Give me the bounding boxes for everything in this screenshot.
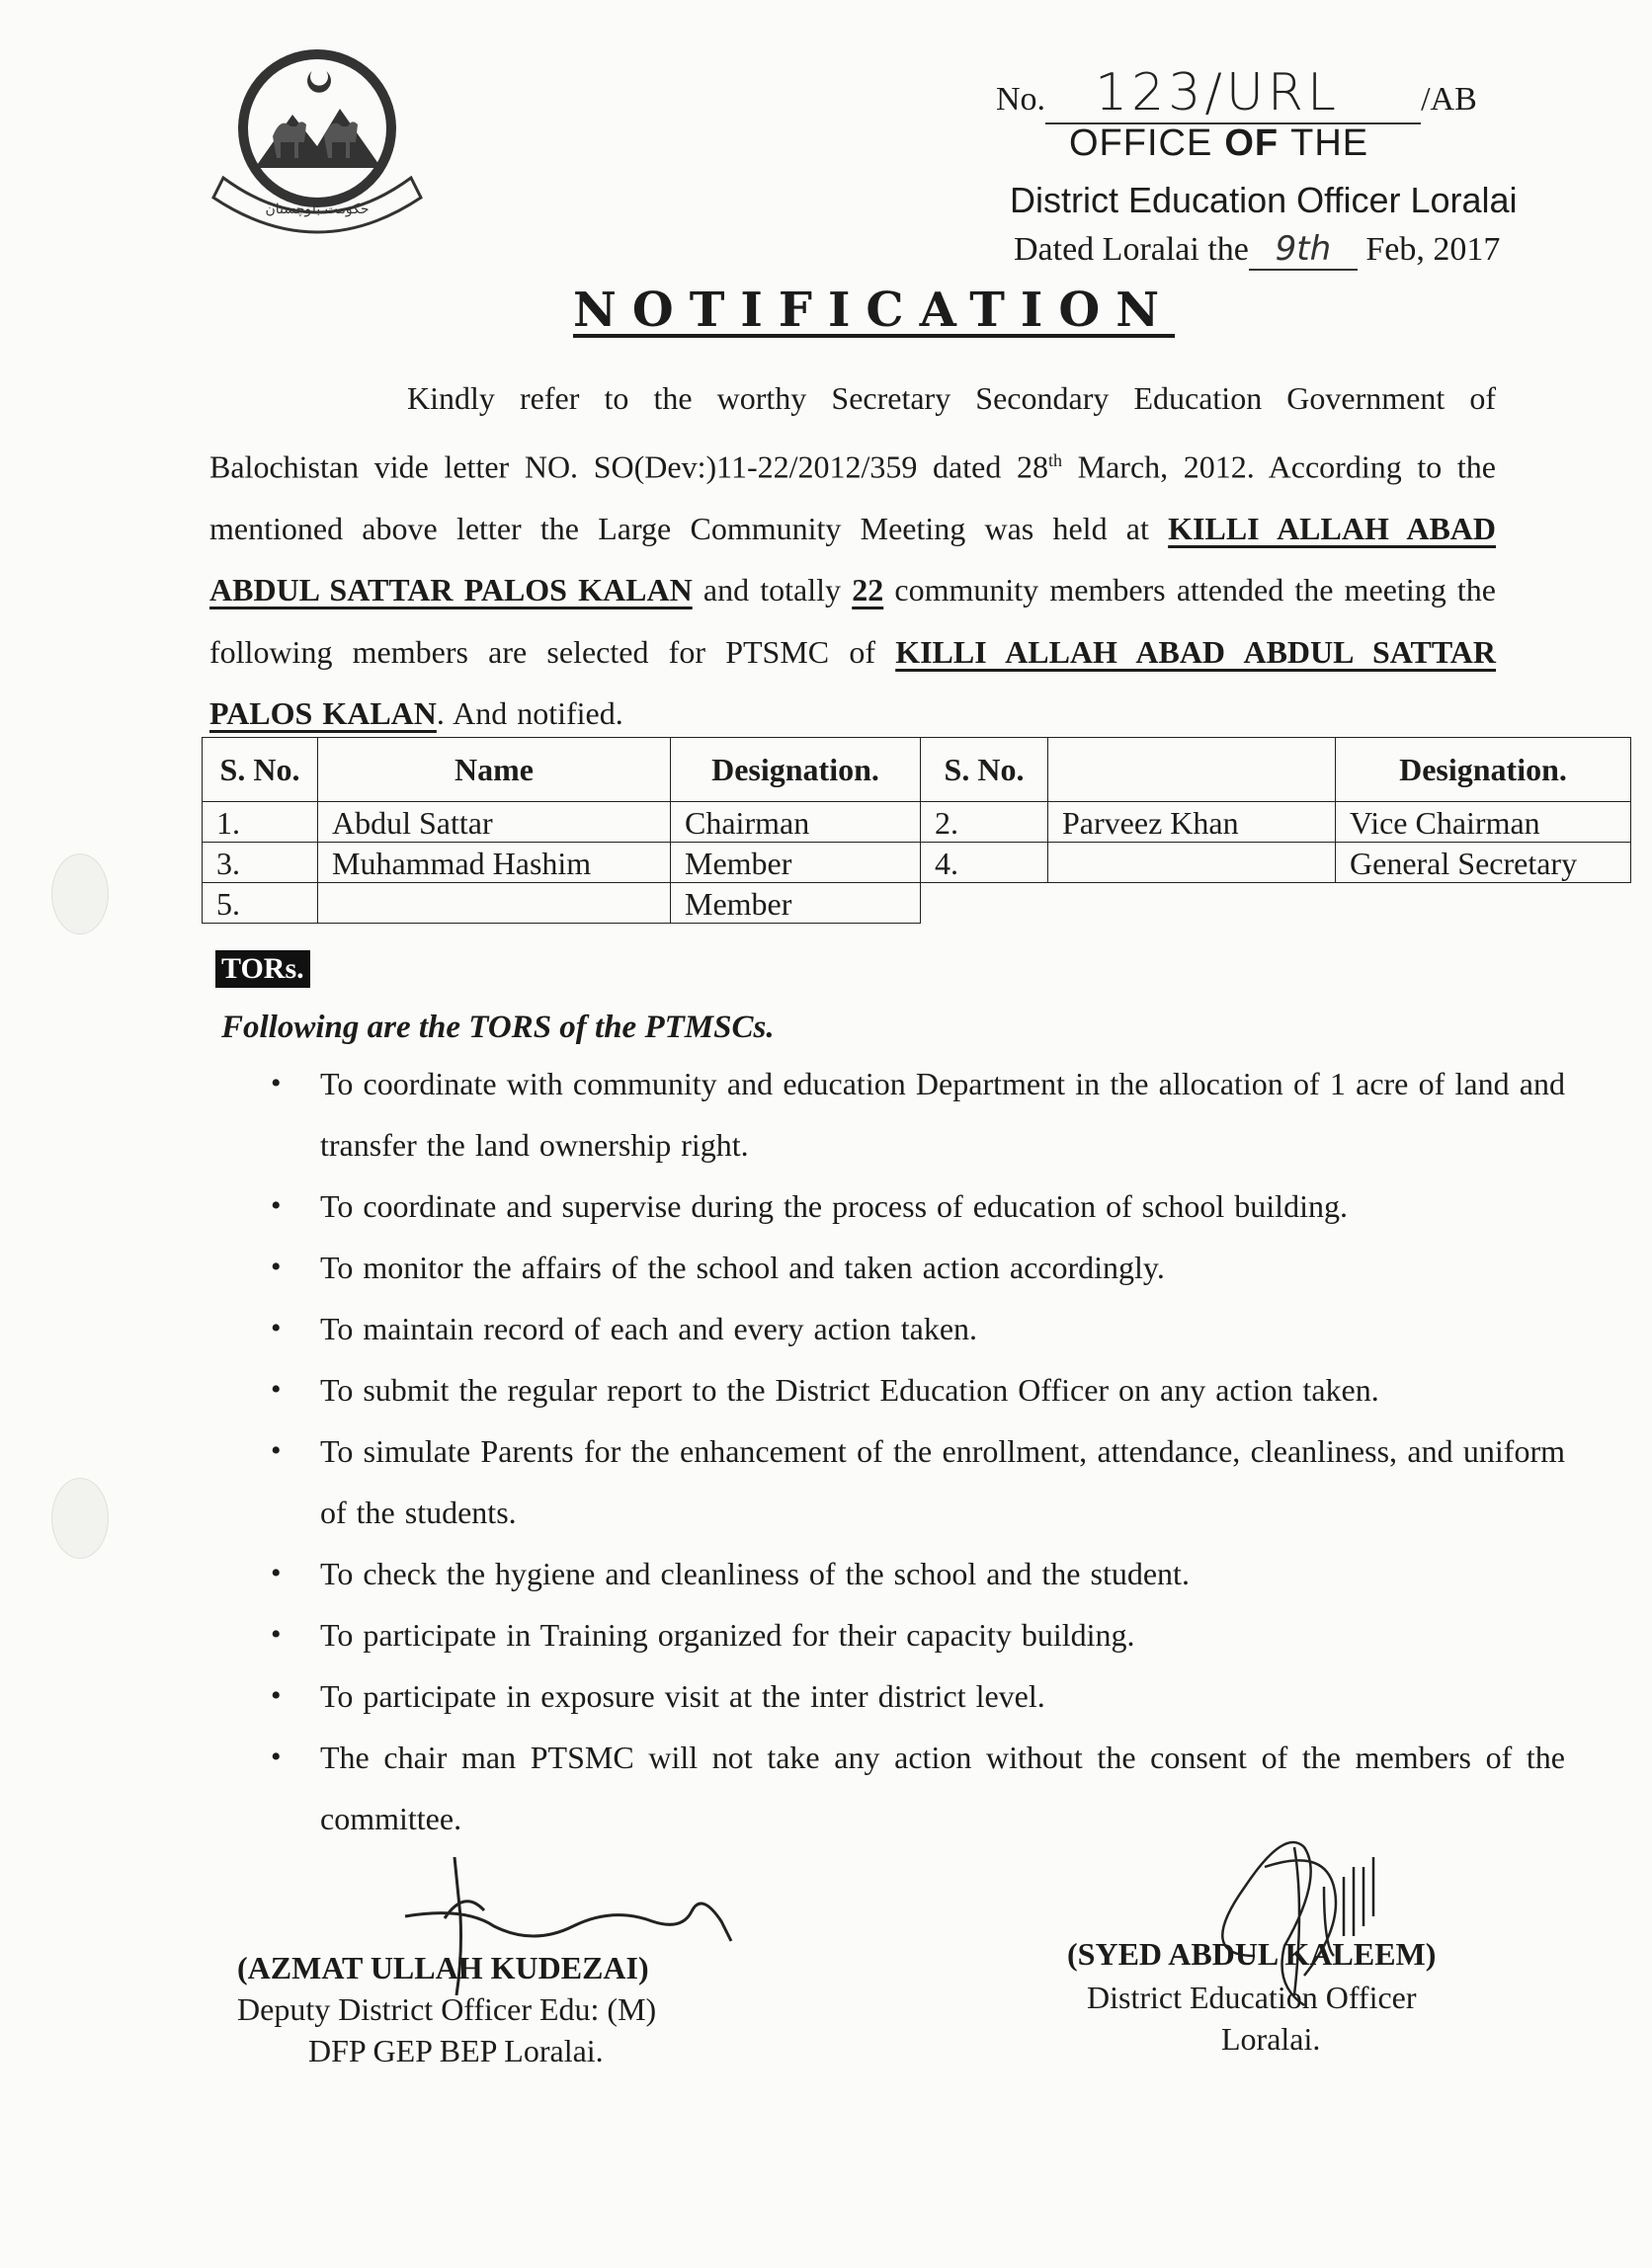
header-name: Name <box>318 738 671 802</box>
list-item: • To coordinate and supervise during the process of education of school building. <box>320 1175 1565 1237</box>
notification-title: NOTIFICATION <box>573 283 1176 338</box>
list-item: • To maintain record of each and every action taken. <box>320 1298 1565 1359</box>
left-signatory-office: DFP GEP BEP Loralai. <box>308 2033 604 2068</box>
list-item: • The chair man PTSMC will not take any action without the consent of the members of the committee. <box>320 1727 1565 1849</box>
body-text-3: and totally <box>692 572 853 608</box>
list-item: • To simulate Parents for the enhancement of the enrollment, attendance, cleanliness, and uniform of the students. <box>320 1420 1565 1543</box>
tors-list <box>273 1053 1565 1849</box>
table-row <box>203 843 1631 883</box>
dated-line <box>1014 229 1500 271</box>
place-name-2: KILLI ALLAH ABAD ABDUL SATTAR PALOS KALAN <box>209 633 1497 732</box>
member-count: 22 <box>852 572 884 608</box>
table-row <box>203 883 1631 924</box>
list-item: • To monitor the affairs of the school and taken action accordingly. <box>320 1237 1565 1298</box>
cell: Member <box>671 883 921 924</box>
list-item: • To coordinate with community and education Department in the allocation of 1 acre of land and transfer the land ownership right. <box>320 1053 1565 1175</box>
reference-label: No. <box>996 81 1046 118</box>
office-heading <box>1069 122 1368 165</box>
tors-heading: Following are the TORS of the PTMSCs. <box>221 1010 775 1045</box>
cell: 5. <box>203 883 318 924</box>
right-signatory-title: District Education Officer <box>1087 1980 1417 2015</box>
reference-number <box>996 63 1477 124</box>
right-signatory-office: Loralai. <box>1221 2021 1321 2057</box>
punch-hole-bottom <box>51 1478 109 1559</box>
cell: 1. <box>203 802 318 843</box>
left-signatory-name: (AZMAT ULLAH KUDEZAI) <box>237 1950 649 1985</box>
header-designation-2: Designation. <box>1336 738 1631 802</box>
list-item: • To participate in exposure visit at the inter district level. <box>320 1665 1565 1727</box>
body-text-4: community members attended the meeting the following members are selected for PTSMC of <box>209 572 1496 670</box>
cell: 3. <box>203 843 318 883</box>
reference-handwritten: 123/URL <box>1045 63 1421 124</box>
place-name-1: KILLI ALLAH ABAD ABDUL SATTAR PALOS KALAN <box>209 510 1497 608</box>
right-signatory-name: (SYED ABDUL KALEEM) <box>1067 1936 1437 1972</box>
cell <box>318 883 671 924</box>
empty-cell <box>921 883 1048 924</box>
body-text-5: . And notified. <box>436 695 623 732</box>
cell: Vice Chairman <box>1336 802 1631 843</box>
list-item: • To participate in Training organized for their capacity building. <box>320 1604 1565 1665</box>
cell <box>1048 843 1336 883</box>
list-item: • To submit the regular report to the District Education Officer on any action taken. <box>320 1359 1565 1420</box>
punch-hole-top <box>51 853 109 934</box>
cell: 2. <box>921 802 1048 843</box>
body-text-1: Kindly refer to the worthy Secretary Secondary Education Government of Balochistan vide letter NO. SO(Dev:)11-22/2012/359 dated 28 <box>209 380 1496 485</box>
cell: 4. <box>921 843 1048 883</box>
cell: Parveez Khan <box>1048 802 1336 843</box>
header-designation: Designation. <box>671 738 921 802</box>
of-word: OF <box>1224 122 1280 164</box>
svg-text:حکومت بلوچستان: حکومت بلوچستان <box>265 202 370 217</box>
header-sno: S. No. <box>203 738 318 802</box>
government-logo <box>194 20 441 257</box>
tors-badge: TORs. <box>215 950 310 988</box>
reference-suffix: /AB <box>1421 81 1477 118</box>
cell: Muhammad Hashim <box>318 843 671 883</box>
header-name-2 <box>1048 738 1336 802</box>
empty-cell <box>1048 883 1336 924</box>
cell: General Secretary <box>1336 843 1631 883</box>
office-word: OFFICE <box>1069 122 1213 164</box>
header-sno-2: S. No. <box>921 738 1048 802</box>
body-text-2: March, 2012. According to the mentioned above letter the Large Community Meeting was held at <box>209 448 1497 546</box>
cell: Member <box>671 843 921 883</box>
notification-body <box>209 367 1496 745</box>
left-signatory-title: Deputy District Officer Edu: (M) <box>237 1991 657 2027</box>
deo-heading: District Education Officer Loralai <box>1010 180 1518 220</box>
dated-day: 9th <box>1249 229 1358 271</box>
dated-suffix: Feb, 2017 <box>1365 231 1501 268</box>
body-sup: th <box>1047 449 1062 470</box>
dated-prefix: Dated Loralai the <box>1014 231 1249 268</box>
the-word: THE <box>1290 122 1369 164</box>
members-table <box>202 737 1631 924</box>
cell: Abdul Sattar <box>318 802 671 843</box>
list-item: • To check the hygiene and cleanliness of the school and the student. <box>320 1543 1565 1604</box>
cell: Chairman <box>671 802 921 843</box>
table-row <box>203 802 1631 843</box>
empty-cell <box>1336 883 1631 924</box>
table-header-row <box>203 738 1631 802</box>
